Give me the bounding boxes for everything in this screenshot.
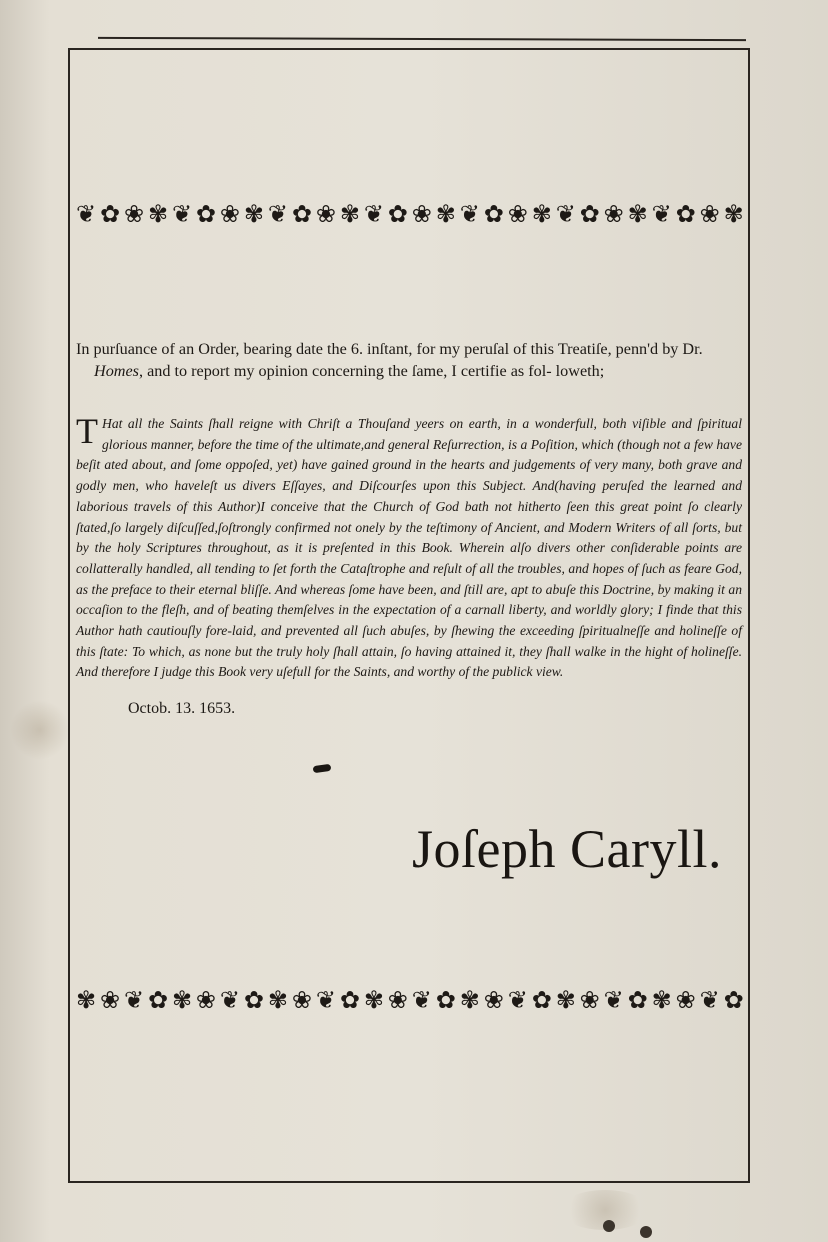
ornament-glyph: ✿ bbox=[147, 986, 169, 1014]
ornament-glyph: ✿ bbox=[99, 200, 121, 228]
ornament-glyph: ❦ bbox=[603, 986, 624, 1014]
ornament-glyph: ❦ bbox=[315, 986, 336, 1014]
intro-line1: In purſuance of an Order, bearing date the 6. inſtant, for my peruſal of this Treatiſe, bbox=[76, 340, 612, 358]
ornament-glyph: ❦ bbox=[363, 200, 384, 228]
ornament-glyph: ❀ bbox=[123, 200, 145, 228]
ornament-glyph: ❦ bbox=[459, 200, 480, 228]
ornament-glyph: ❦ bbox=[411, 986, 432, 1014]
ornament-glyph: ❀ bbox=[219, 200, 241, 228]
date-line: Octob. 13. 1653. bbox=[128, 700, 236, 717]
ornament-glyph: ✾ bbox=[243, 200, 264, 228]
ornament-glyph: ✿ bbox=[483, 200, 504, 228]
ornament-glyph: ✾ bbox=[435, 200, 456, 228]
ornament-glyph: ✾ bbox=[267, 986, 288, 1014]
ornament-glyph: ✿ bbox=[291, 200, 312, 228]
ornament-glyph: ✾ bbox=[171, 986, 193, 1014]
body-text: Hat all the Saints ſhall reigne with Chriſt a Thouſand yeers on earth, in a wonderfull, both viſible and ſpiritual glorious manner, before the time of the ultimate,and general Reſurrection, is a Poſition, which (though not a few have beſit ated about, and ſome oppoſed, yet) have gained ground in the hearts and judgements of very many, both grave and godly men, who haveleſt us divers Eſſayes, and Diſcourſes upon this Subject. And(having peruſed the learned and laborious travels of this Author)I conceive that the Church of God bath not hitherto ſeen this great point ſo clearly ſtated,ſo largely diſcuſſed,ſoſtrongly confirmed not onely by the teſtimony of Ancient, and Modern Writers of all ſorts, but by the holy Scriptures throughout, as it is preſented in this Book. Wherein alſo divers other conſiderable points are collatterally handled, all tending to ſet forth the Cataſtrophe and reſult of all the troubles, and hopes of ſuch as feare God, as the preface to their eternal bliſſe. And whereas ſome have been, and ſtill are, apt to abuſe this Doctrine, by making it an occaſion to the fleſh, and of beating themſelves in the expectation of a carnall liberty, and worldly glory; I finde that this Author hath cautiouſly fore-laid, and prevented all ſuch abuſes, by ſhewing the exceeding ſpiritualneſſe and holineſſe of this ſtate: To which, as none but the truly holy ſhall attain, ſo having attained it, they ſhall walke in the hight of holineſſe. And therefore I judge this Book very uſefull for the Saints, and worthy of the publick view. bbox=[76, 416, 742, 680]
intro-line2-pre: penn'd by Dr. bbox=[615, 340, 703, 358]
ornament-glyph: ❦ bbox=[171, 200, 193, 228]
ornament-glyph: ❦ bbox=[699, 986, 720, 1014]
ornament-glyph: ✿ bbox=[339, 986, 360, 1014]
drop-cap: T bbox=[76, 411, 98, 451]
ornament-glyph: ✿ bbox=[723, 986, 744, 1014]
ornament-glyph: ❀ bbox=[675, 986, 696, 1014]
ornament-glyph: ✿ bbox=[435, 986, 456, 1014]
ornament-glyph: ❀ bbox=[507, 200, 528, 228]
intro-line2-post: , and to report my opinion concerning the ſame, I certifie as fol- bbox=[138, 362, 552, 380]
ornament-glyph: ❀ bbox=[315, 200, 336, 228]
ornament-glyph: ✾ bbox=[723, 200, 744, 228]
ornament-glyph: ✾ bbox=[627, 200, 648, 228]
top-ornament-band bbox=[76, 194, 744, 234]
ornament-glyph: ✾ bbox=[555, 986, 576, 1014]
intro-author: Homes bbox=[94, 362, 139, 380]
ornament-glyph: ❀ bbox=[603, 200, 624, 228]
ornament-glyph: ❦ bbox=[219, 986, 241, 1014]
binding-hole bbox=[640, 1226, 652, 1238]
ornament-glyph: ❦ bbox=[507, 986, 528, 1014]
ornament-glyph: ❀ bbox=[195, 986, 217, 1014]
ornament-glyph: ❦ bbox=[123, 986, 145, 1014]
ornament-glyph: ✿ bbox=[531, 986, 552, 1014]
ornament-glyph: ✿ bbox=[243, 986, 264, 1014]
ornament-glyph: ✾ bbox=[76, 986, 97, 1014]
body-paragraph bbox=[76, 411, 742, 683]
ornament-glyph: ❀ bbox=[291, 986, 312, 1014]
ornament-glyph: ❀ bbox=[387, 986, 408, 1014]
ornament-glyph: ✾ bbox=[339, 200, 360, 228]
binding-hole bbox=[603, 1220, 615, 1232]
ornament-glyph: ❀ bbox=[699, 200, 720, 228]
ornament-glyph: ❦ bbox=[651, 200, 672, 228]
ornament-glyph: ❦ bbox=[76, 200, 97, 228]
intro-line3: loweth; bbox=[555, 362, 605, 380]
ornament-glyph: ❀ bbox=[483, 986, 504, 1014]
ornament-glyph: ✾ bbox=[147, 200, 169, 228]
top-rule bbox=[98, 37, 746, 41]
ornament-glyph: ❦ bbox=[267, 200, 288, 228]
ornament-glyph: ❀ bbox=[99, 986, 121, 1014]
signature: Joſeph Caryll. bbox=[412, 819, 722, 879]
bottom-ornament-band bbox=[76, 980, 744, 1020]
ornament-glyph: ✿ bbox=[195, 200, 217, 228]
ornament-glyph: ❀ bbox=[411, 200, 432, 228]
ornament-glyph: ✿ bbox=[387, 200, 408, 228]
ornament-glyph: ✿ bbox=[627, 986, 648, 1014]
ornament-glyph: ✿ bbox=[579, 200, 600, 228]
paper-stain bbox=[10, 700, 70, 760]
ornament-glyph: ✾ bbox=[459, 986, 480, 1014]
ornament-glyph: ✿ bbox=[675, 200, 696, 228]
intro-paragraph bbox=[76, 338, 740, 382]
ornament-glyph: ✾ bbox=[651, 986, 672, 1014]
ornament-glyph: ❀ bbox=[579, 986, 600, 1014]
ornament-glyph: ✾ bbox=[531, 200, 552, 228]
ornament-glyph: ✾ bbox=[363, 986, 384, 1014]
intro-text bbox=[76, 338, 740, 382]
ornament-glyph: ❦ bbox=[555, 200, 576, 228]
